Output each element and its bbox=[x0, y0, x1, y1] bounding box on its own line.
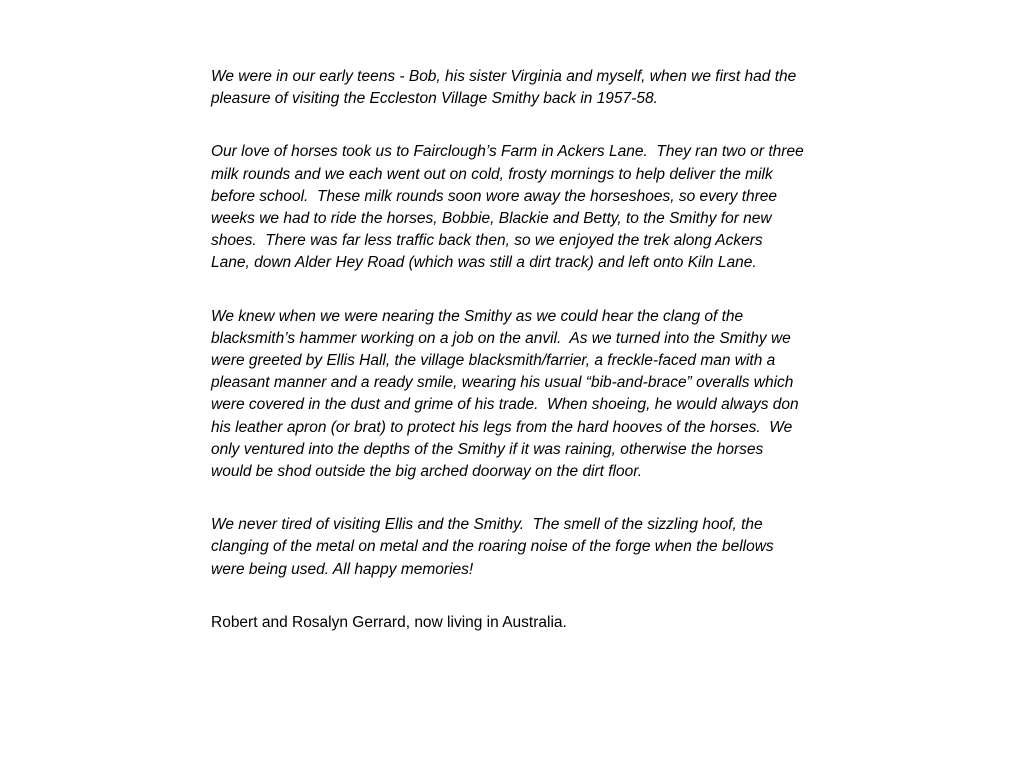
paragraph-early-teens: We were in our early teens - Bob, his sister Virginia and myself, when we first had the pleasure of visiting the Eccleston Village Smithy back in 1957-58. bbox=[211, 68, 801, 108]
paragraph-love-of-horses: Our love of horses took us to Fairclough’s Farm in Ackers Lane. They ran two or three milk rounds and we each went out on cold, frosty mornings to help deliver the milk before school. These milk rounds soon wore away the horseshoes, so every three weeks we had to ride the horses, Bobbie, Blackie and Betty, to the Smithy for new shoes. There was far less traffic back then, so we enjoyed the trek along Ackers Lane, down Alder Hey Road (which was still a dirt track) and left onto Kiln Lane. bbox=[211, 143, 809, 272]
signature: Robert and Rosalyn Gerrard, now living in Australia. bbox=[211, 613, 567, 631]
paragraph-happy-memories: We never tired of visiting Ellis and the Smithy. The smell of the sizzling hoof, the clanging of the metal on metal and the roaring noise of the forge when the bellows were being used. All happy memories! bbox=[211, 516, 778, 578]
paragraph-nearing-smithy: We knew when we were nearing the Smithy as we could hear the clang of the blacksmith’s hammer working on a job on the anvil. As we turned into the Smithy we were greeted by Ellis Hall, the village blacksmith/farrier, a freckle-faced man with a pleasant manner and a ready smile, wearing his usual “bib-and-brace” overalls which were covered in the dust and grime of his trade. When shoeing, he would always don his leather apron (or brat) to protect his legs from the hard hooves of the horses. We only ventured into the depths of the Smithy if it was raining, otherwise the horses would be shod outside the big arched doorway on the dirt floor. bbox=[211, 307, 803, 481]
text-body bbox=[211, 66, 809, 634]
